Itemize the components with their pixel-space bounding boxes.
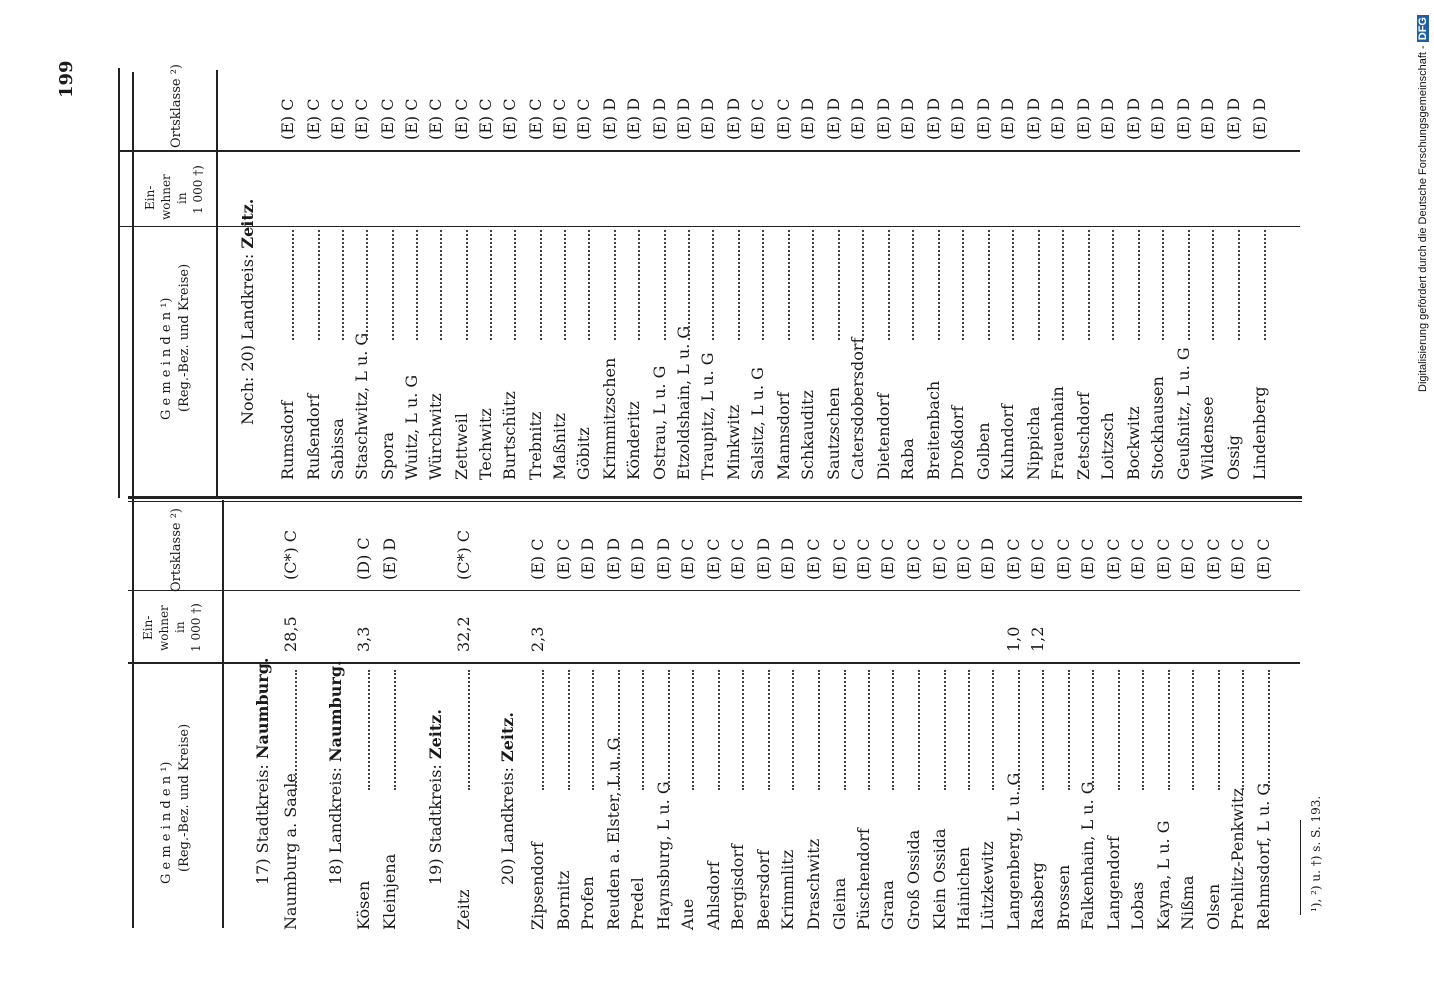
- leader-dots: [440, 230, 442, 340]
- municipality-name: Olsen: [1204, 883, 1223, 930]
- leader-dots: [818, 670, 820, 790]
- leader-dots: [564, 230, 566, 340]
- leader-dots: [762, 230, 764, 340]
- leader-dots: [1242, 670, 1244, 790]
- leader-dots: [992, 670, 994, 790]
- municipality-name: Bockwitz: [1124, 406, 1143, 480]
- leader-dots: [1168, 670, 1170, 790]
- ortsklasse-value: (E) C: [1178, 538, 1197, 580]
- leader-dots: [868, 670, 870, 790]
- ortsklasse-value: (E) D: [1048, 97, 1067, 140]
- ortsklasse-value: (E) D: [998, 97, 1017, 140]
- municipality-name: Würchwitz: [426, 393, 445, 480]
- municipality-name: Lobas: [1128, 881, 1147, 930]
- leader-dots: [962, 230, 964, 340]
- leader-dots: [642, 670, 644, 790]
- municipality-name: Catersdobersdorf: [848, 337, 867, 480]
- ortsklasse-value: (E) C: [678, 538, 697, 580]
- right-header-ortsklasse: Ortsklasse ²): [169, 63, 184, 148]
- municipality-name: Trebnitz: [526, 411, 545, 480]
- left-header-einwohner-2: wohner: [157, 605, 171, 651]
- ortsklasse-value: (D) C: [354, 537, 373, 580]
- leader-dots: [1088, 230, 1090, 340]
- leader-dots: [416, 230, 418, 340]
- section-district: Zeitz.: [498, 712, 517, 762]
- municipality-name: Etzoldshain, L u. G: [674, 325, 693, 480]
- ortsklasse-value: (E) C: [554, 538, 573, 580]
- ortsklasse-value: (E) D: [1224, 97, 1243, 140]
- ortsklasse-value: (E) D: [578, 537, 597, 580]
- municipality-name: Wildensee: [1198, 396, 1217, 480]
- ortsklasse-value: (E) C: [426, 98, 445, 140]
- municipality-name: Aue: [678, 898, 697, 930]
- leader-dots: [844, 670, 846, 790]
- municipality-name: Göbitz: [574, 427, 593, 480]
- ortsklasse-value: (E) C: [904, 538, 923, 580]
- right-class-rule: [120, 150, 1300, 152]
- municipality-name: Dietendorf: [874, 392, 893, 480]
- right-header-rule: [216, 70, 218, 496]
- municipality-name: Hainichen: [954, 846, 973, 930]
- leader-dots: [918, 670, 920, 790]
- ortsklasse-value: (E) D: [1074, 97, 1093, 140]
- municipality-name: Ostrau, L u. G: [650, 365, 669, 480]
- ortsklasse-value: (E) C: [1154, 538, 1173, 580]
- municipality-name: Klein Ossida: [930, 828, 949, 930]
- ortsklasse-value: (E) C: [574, 98, 593, 140]
- ortsklasse-value: (E) C: [1254, 538, 1273, 580]
- leader-dots: [614, 230, 616, 340]
- section-label: 18) Landkreis:: [326, 761, 345, 885]
- ortsklasse-value: (E) C: [1204, 538, 1223, 580]
- section-heading: [428, 709, 444, 885]
- ortsklasse-value: (E) C: [704, 538, 723, 580]
- leader-dots: [592, 670, 594, 790]
- leader-dots: [638, 230, 640, 340]
- leader-dots: [968, 670, 970, 790]
- leader-dots: [1038, 230, 1040, 340]
- right-header-gemeinden: G e m e i n d e n ¹): [159, 297, 174, 420]
- leader-dots: [718, 670, 720, 790]
- municipality-name: Zetschdorf: [1074, 392, 1093, 480]
- municipality-name: Kuhndorf: [998, 404, 1017, 480]
- municipality-name: Haynsburg, L u. G: [654, 781, 673, 930]
- ortsklasse-value: (E) C: [304, 98, 323, 140]
- leader-dots: [1142, 670, 1144, 790]
- leader-dots: [1138, 230, 1140, 340]
- leader-dots: [1012, 230, 1014, 340]
- municipality-name: Traupitz, L u. G: [698, 352, 717, 480]
- municipality-name: Maßnitz: [550, 413, 569, 480]
- leader-dots: [892, 670, 894, 790]
- right-header-einwohner-1: Ein-: [143, 185, 157, 210]
- leader-dots: [1188, 230, 1190, 340]
- municipality-name: Lindenberg: [1250, 386, 1269, 480]
- ortsklasse-value: (E) D: [674, 97, 693, 140]
- leader-dots: [862, 230, 864, 340]
- municipality-name: Grana: [878, 880, 897, 930]
- ortsklasse-value: (E) D: [798, 97, 817, 140]
- ortsklasse-value: (E) C: [476, 98, 495, 140]
- left-header-regbez: (Reg.-Bez. und Kreise): [177, 723, 192, 872]
- ortsklasse-value: (E) D: [624, 97, 643, 140]
- municipality-name: Sautzschen: [824, 387, 843, 480]
- leader-dots: [542, 670, 544, 790]
- section-label: 17) Stadtkreis:: [253, 759, 272, 885]
- municipality-name: Minkwitz: [724, 404, 743, 480]
- right-table-top-rule: [118, 68, 120, 498]
- leader-dots: [812, 230, 814, 340]
- leader-dots: [912, 230, 914, 340]
- leader-dots: [788, 230, 790, 340]
- left-header-gemeinden: G e m e i n d e n ¹): [159, 761, 174, 884]
- leader-dots: [944, 670, 946, 790]
- leader-dots: [292, 230, 294, 340]
- einwohner-value: 32,2: [454, 616, 473, 652]
- leader-dots: [514, 230, 516, 340]
- section-heading: [500, 712, 516, 885]
- municipality-name: Salsitz, L u. G: [748, 367, 767, 480]
- ortsklasse-value: (E) C: [878, 538, 897, 580]
- leader-dots: [618, 670, 620, 790]
- municipality-name: Breitenbach: [924, 380, 943, 480]
- ortsklasse-value: (E) D: [824, 97, 843, 140]
- section-district: Naumburg.: [326, 660, 345, 762]
- leader-dots: [712, 230, 714, 340]
- leader-dots: [394, 670, 396, 790]
- ortsklasse-value: (E) D: [754, 537, 773, 580]
- municipality-name: Könderitz: [624, 401, 643, 480]
- ortsklasse-value: (E) C: [402, 98, 421, 140]
- ortsklasse-value: (E) D: [380, 537, 399, 580]
- ortsklasse-value: (E) D: [650, 97, 669, 140]
- ortsklasse-value: (E) C: [352, 98, 371, 140]
- municipality-name: Predel: [628, 877, 647, 930]
- dfg-logo: DFG: [1417, 17, 1429, 41]
- leader-dots: [295, 670, 297, 790]
- municipality-name: Profen: [578, 876, 597, 930]
- leader-dots: [1192, 670, 1194, 790]
- credit-text: Digitalisierung gefördert durch die Deutsche Forschungsgemeinschaft -: [1417, 45, 1429, 392]
- right-einw-rule: [120, 226, 1300, 227]
- ortsklasse-value: (E) C: [1004, 538, 1023, 580]
- municipality-name: Schkauditz: [798, 390, 817, 480]
- ortsklasse-value: (E) D: [1124, 97, 1143, 140]
- municipality-name: Rehmsdorf, L u. G: [1254, 782, 1273, 930]
- leader-dots: [392, 230, 394, 340]
- ortsklasse-value: (E) C: [728, 538, 747, 580]
- leader-dots: [490, 230, 492, 340]
- digitization-credit: [1418, 15, 1429, 392]
- municipality-name: Lützkewitz: [978, 841, 997, 930]
- municipality-name: Rasberg: [1028, 862, 1047, 930]
- municipality-name: Langendorf: [1104, 836, 1123, 930]
- leader-dots: [1268, 670, 1270, 790]
- municipality-name: Bornitz: [554, 870, 573, 930]
- ortsklasse-value: (E) D: [698, 97, 717, 140]
- ortsklasse-value: (E) D: [604, 537, 623, 580]
- municipality-name: Gleina: [830, 877, 849, 930]
- ortsklasse-value: (E) D: [654, 537, 673, 580]
- ortsklasse-value: (C*) C: [281, 529, 300, 580]
- left-header-rule: [222, 500, 224, 928]
- leader-dots: [368, 670, 370, 790]
- leader-dots: [588, 230, 590, 340]
- section-label: 19) Stadtkreis:: [426, 759, 445, 885]
- section-heading: [328, 660, 344, 885]
- ortsklasse-value: (E) D: [724, 97, 743, 140]
- ortsklasse-value: (E) C: [774, 98, 793, 140]
- municipality-name: Reuden a. Elster, L u. G: [604, 737, 623, 930]
- ortsklasse-value: (E) C: [830, 538, 849, 580]
- leader-dots: [888, 230, 890, 340]
- municipality-name: Brossen: [1054, 864, 1073, 930]
- leader-dots: [1042, 670, 1044, 790]
- ortsklasse-value: (E) D: [898, 97, 917, 140]
- ortsklasse-value: (E) C: [1054, 538, 1073, 580]
- right-header-einwohner-4: 1 000 †): [191, 165, 205, 214]
- municipality-name: Loitzsch: [1098, 412, 1117, 480]
- ortsklasse-value: (E) C: [1228, 538, 1247, 580]
- ortsklasse-value: (E) C: [528, 538, 547, 580]
- einwohner-value: 1,2: [1028, 626, 1047, 652]
- ortsklasse-value: (E) D: [600, 97, 619, 140]
- ortsklasse-value: (E) C: [526, 98, 545, 140]
- leader-dots: [1068, 670, 1070, 790]
- ortsklasse-value: (E) C: [328, 98, 347, 140]
- leader-dots: [692, 670, 694, 790]
- section-district: Zeitz.: [238, 198, 257, 249]
- ortsklasse-value: (E) D: [948, 97, 967, 140]
- ortsklasse-value: (E) C: [954, 538, 973, 580]
- ortsklasse-value: (E) C: [1028, 538, 1047, 580]
- municipality-name: Kleinjena: [380, 853, 399, 930]
- municipality-name: Staschwitz, L u. G: [352, 332, 371, 480]
- section-heading: [255, 658, 271, 885]
- ortsklasse-value: (E) D: [1174, 97, 1193, 140]
- ortsklasse-value: (E) D: [1198, 97, 1217, 140]
- municipality-name: Groß Ossida: [904, 829, 923, 930]
- right-header-einwohner-2: wohner: [159, 174, 173, 220]
- ortsklasse-value: (E) C: [930, 538, 949, 580]
- ortsklasse-value: (E) D: [628, 537, 647, 580]
- leader-dots: [1062, 230, 1064, 340]
- municipality-name: Kösen: [354, 880, 373, 930]
- municipality-name: Golben: [974, 422, 993, 480]
- ortsklasse-value: (E) C: [452, 98, 471, 140]
- ortsklasse-value: (E) C: [278, 98, 297, 140]
- municipality-name: Prehlitz-Penkwitz: [1228, 788, 1247, 930]
- leader-dots: [342, 230, 344, 340]
- leader-dots: [1212, 230, 1214, 340]
- leader-dots: [468, 670, 470, 790]
- municipality-name: Beersdorf: [754, 850, 773, 930]
- einwohner-value: 28,5: [281, 616, 300, 652]
- municipality-name: Naumburg a. Saale: [281, 773, 300, 930]
- municipality-name: Spora: [378, 431, 397, 480]
- footnote-rule: [1300, 820, 1301, 915]
- municipality-name: Kayna, L u. G: [1154, 820, 1173, 930]
- ortsklasse-value: (E) D: [1024, 97, 1043, 140]
- municipality-name: Raba: [898, 438, 917, 480]
- ortsklasse-value: (C*) C: [454, 529, 473, 580]
- left-header-einwohner-3: in: [173, 621, 187, 633]
- left-class-rule: [128, 590, 1300, 591]
- einwohner-value: 2,3: [528, 626, 547, 652]
- municipality-name: Nißma: [1178, 875, 1197, 930]
- municipality-name: Zeitz: [454, 889, 473, 930]
- ortsklasse-value: (E) C: [1104, 538, 1123, 580]
- ortsklasse-value: (E) D: [848, 97, 867, 140]
- footnote: ¹), ²) u. †) s. S. 193.: [1309, 795, 1323, 912]
- ortsklasse-value: (E) C: [748, 98, 767, 140]
- left-header-einwohner-4: 1 000 †): [189, 603, 203, 652]
- right-header-einwohner-3: in: [175, 192, 189, 204]
- municipality-name: Droßdorf: [948, 405, 967, 480]
- leader-dots: [668, 670, 670, 790]
- municipality-name: Püschendorf: [854, 828, 873, 930]
- leader-dots: [1018, 670, 1020, 790]
- section-heading: [240, 199, 256, 425]
- left-header-einwohner-1: Ein-: [141, 615, 155, 640]
- leader-dots: [1112, 230, 1114, 340]
- municipality-name: Rumsdorf: [278, 400, 297, 480]
- center-divider-rule-2: [128, 501, 1302, 502]
- municipality-name: Krimmlitz: [778, 849, 797, 930]
- section-district: Naumburg.: [253, 657, 272, 760]
- einwohner-value: 1,0: [1004, 626, 1023, 652]
- municipality-name: Zettweil: [452, 413, 471, 480]
- ortsklasse-value: (E) D: [874, 97, 893, 140]
- leader-dots: [540, 230, 542, 340]
- leader-dots: [1162, 230, 1164, 340]
- page-number: 199: [56, 60, 77, 98]
- center-divider-rule: [128, 496, 1302, 499]
- leader-dots: [838, 230, 840, 340]
- leader-dots: [568, 670, 570, 790]
- ortsklasse-value: (E) C: [550, 98, 569, 140]
- municipality-name: Wuitz, L u. G: [402, 374, 421, 480]
- municipality-name: Falkenhain, L u. G: [1078, 781, 1097, 930]
- leader-dots: [664, 230, 666, 340]
- ortsklasse-value: (E) C: [378, 98, 397, 140]
- municipality-name: Bergisdorf: [728, 844, 747, 930]
- leader-dots: [366, 230, 368, 340]
- leader-dots: [768, 670, 770, 790]
- ortsklasse-value: (E) D: [1250, 97, 1269, 140]
- leader-dots: [1218, 670, 1220, 790]
- municipality-name: Mannsdorf: [774, 391, 793, 480]
- ortsklasse-value: (E) C: [1078, 538, 1097, 580]
- ortsklasse-value: (E) D: [978, 537, 997, 580]
- municipality-name: Zipsendorf: [528, 842, 547, 930]
- municipality-name: Sabissa: [328, 418, 347, 480]
- ortsklasse-value: (E) C: [854, 538, 873, 580]
- left-header-ortsklasse: Ortsklasse ²): [169, 507, 184, 592]
- ortsklasse-value: (E) C: [1128, 538, 1147, 580]
- municipality-name: Geußnitz, L u. G: [1174, 347, 1193, 480]
- left-table-top-rule: [132, 72, 134, 928]
- section-label: 20) Landkreis:: [498, 761, 517, 885]
- einwohner-value: 3,3: [354, 626, 373, 652]
- municipality-name: Ahlsdorf: [704, 861, 723, 930]
- leader-dots: [1238, 230, 1240, 340]
- leader-dots: [938, 230, 940, 340]
- ortsklasse-value: (E) D: [924, 97, 943, 140]
- municipality-name: Langenberg, L u. G: [1004, 772, 1023, 930]
- leader-dots: [688, 230, 690, 340]
- ortsklasse-value: (E) C: [500, 98, 519, 140]
- leader-dots: [1264, 230, 1266, 340]
- municipality-name: Burtschütz: [500, 391, 519, 480]
- municipality-name: Nippicha: [1024, 406, 1043, 480]
- section-district: Zeitz.: [426, 709, 445, 760]
- municipality-name: Krimmitzschen: [600, 357, 619, 480]
- leader-dots: [988, 230, 990, 340]
- leader-dots: [792, 670, 794, 790]
- leader-dots: [318, 230, 320, 340]
- leader-dots: [738, 230, 740, 340]
- leader-dots: [466, 230, 468, 340]
- ortsklasse-value: (E) D: [1098, 97, 1117, 140]
- section-label: Noch: 20) Landkreis:: [238, 248, 257, 425]
- leader-dots: [742, 670, 744, 790]
- ortsklasse-value: (E) D: [1148, 97, 1167, 140]
- municipality-name: Draschwitz: [804, 838, 823, 930]
- municipality-name: Techwitz: [476, 408, 495, 480]
- municipality-name: Frauenhain: [1048, 386, 1067, 480]
- ortsklasse-value: (E) D: [778, 537, 797, 580]
- municipality-name: Ossig: [1224, 435, 1243, 480]
- leader-dots: [1118, 670, 1120, 790]
- ortsklasse-value: (E) C: [804, 538, 823, 580]
- leader-dots: [1092, 670, 1094, 790]
- ortsklasse-value: (E) D: [974, 97, 993, 140]
- municipality-name: Stockhausen: [1148, 376, 1167, 480]
- right-header-regbez: (Reg.-Bez. und Kreise): [177, 263, 192, 412]
- municipality-name: Rußendorf: [304, 393, 323, 480]
- left-einw-rule: [128, 662, 1300, 664]
